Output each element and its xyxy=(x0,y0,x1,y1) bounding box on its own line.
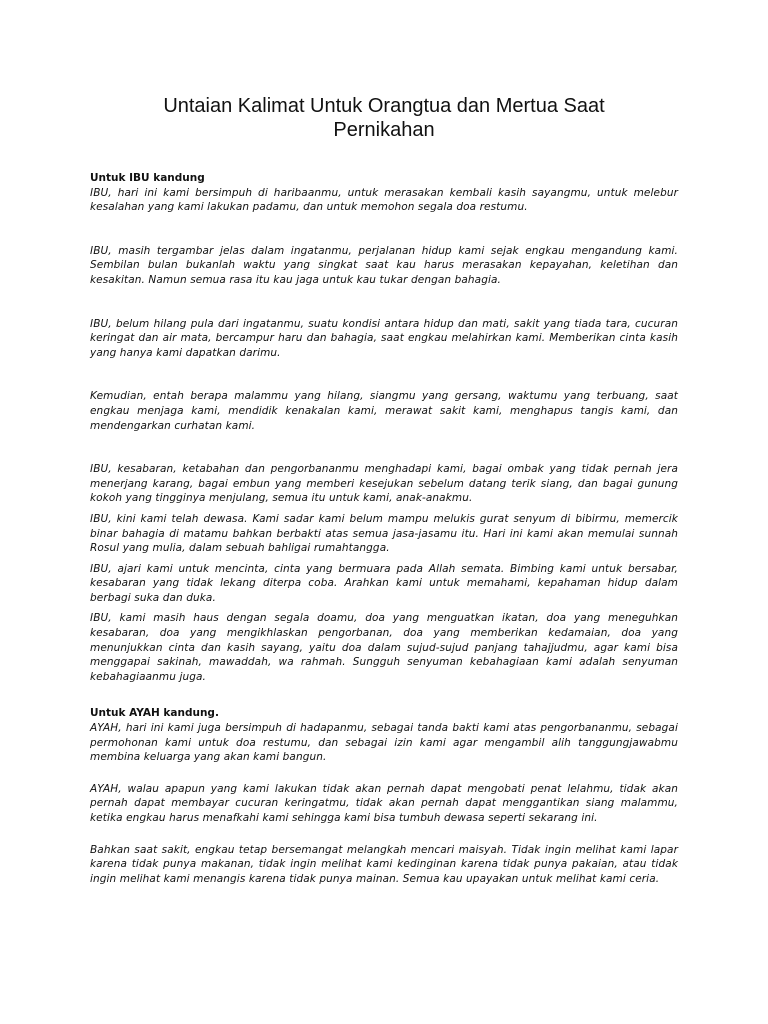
paragraph: IBU, ajari kami untuk mencinta, cinta yang bermuara pada Allah semata. Bimbing kami untuk bersabar, kesabaran yang tidak lekang diterpa coba. Arahkan kami untuk memahami, kepahaman hidup dalam berbagi suka dan duka. xyxy=(90,562,678,604)
paragraph: AYAH, hari ini kami juga bersimpuh di hadapanmu, sebagai tanda bakti kami atas pengorbananmu, sebagai permohonan kami untuk doa restumu, dan sebagai izin kami agar mengambil alih tanggungjawabmu membina keluarga yang akan kami bangun. xyxy=(90,722,678,764)
paragraph: IBU, belum hilang pula dari ingatanmu, suatu kondisi antara hidup dan mati, sakit yang tiada tara, cucuran keringat dan air mata, bercampur haru dan bahagia, saat engkau melahirkan kami. Memberikan cinta kasih yang hanya kami dapatkan darimu. xyxy=(90,317,678,359)
paragraph: IBU, kesabaran, ketabahan dan pengorbananmu menghadapi kami, bagai ombak yang tidak pernah jera menerjang karang, bagai embun yang memberi kesejukan sebelum datang terik siang, dan bagai gunung kokoh yang tingginya menjulang, semua itu untuk kami, anak-anakmu. xyxy=(90,463,678,505)
paragraph: IBU, kini kami telah dewasa. Kami sadar kami belum mampu melukis gurat senyum di bibirmu, memercik binar bahagia di matamu bahkan berbakti atas semua jasa-jasamu itu. Hari ini kami akan memulai sunnah Rosul yang mulia, dalam sebuah bahligai rumahtangga. xyxy=(90,512,678,555)
paragraph: IBU, masih tergambar jelas dalam ingatanmu, perjalanan hidup kami sejak engkau mengandung kami. Sembilan bulan bukanlah waktu yang singkat saat kau harus merasakan kepayahan, keletihan dan kesakitan. Namun semua rasa itu kau jaga untuk kau tukar dengan bahagia. xyxy=(90,244,678,286)
paragraph: IBU, hari ini kami bersimpuh di haribaanmu, untuk merasakan kembali kasih sayangmu, untuk melebur kesalahan yang kami lakukan padamu, dan untuk memohon segala doa restumu. xyxy=(90,186,678,214)
section-heading: Untuk AYAH kandung. xyxy=(90,707,219,720)
document-title: Untaian Kalimat Untuk Orangtua dan Mertua Saat Pernikahan xyxy=(163,95,605,141)
paragraph: AYAH, walau apapun yang kami lakukan tidak akan pernah dapat mengobati penat lelahmu, tidak akan pernah dapat membayar cucuran keringatmu, tidak akan pernah dapat menggantikan siang malammu, ketika engkau harus menafkahi kami sehingga kami bisa tumbuh dewasa seperti sekarang ini. xyxy=(90,782,678,824)
paragraph: IBU, kami masih haus dengan segala doamu, doa yang menguatkan ikatan, doa yang meneguhkan kesabaran, doa yang mengikhlaskan pengorbanan, doa yang memberikan kedamaian, doa yang menunjukkan cinta dan kasih sayang, yaitu doa dalam sujud-sujud panjang tahajjudmu, agar kami bisa menggapai sakinah, mawaddah, wa rahmah. Sungguh senyuman kebahagiaan kami adalah senyuman kebahagiaanmu juga. xyxy=(90,612,678,683)
section-heading: Untuk IBU kandung xyxy=(90,172,205,184)
document-body xyxy=(90,171,678,886)
section-ibu xyxy=(90,171,678,684)
section-ayah xyxy=(90,706,678,886)
paragraph: Kemudian, entah berapa malammu yang hilang, siangmu yang gersang, waktumu yang terbuang, saat engkau menjaga kami, mendidik kenakalan kami, merawat sakit kami, menghapus tangis kami, dan mendengarkan curhatan kami. xyxy=(90,390,678,432)
paragraph: Bahkan saat sakit, engkau tetap bersemangat melangkah mencari maisyah. Tidak ingin melihat kami lapar karena tidak punya makanan, tidak ingin melihat kami kedinginan karena tidak punya pakaian, atau tidak ingin melihat kami menangis karena tidak punya mainan. Semua kau upayakan untuk melihat kami ceria. xyxy=(90,843,678,885)
